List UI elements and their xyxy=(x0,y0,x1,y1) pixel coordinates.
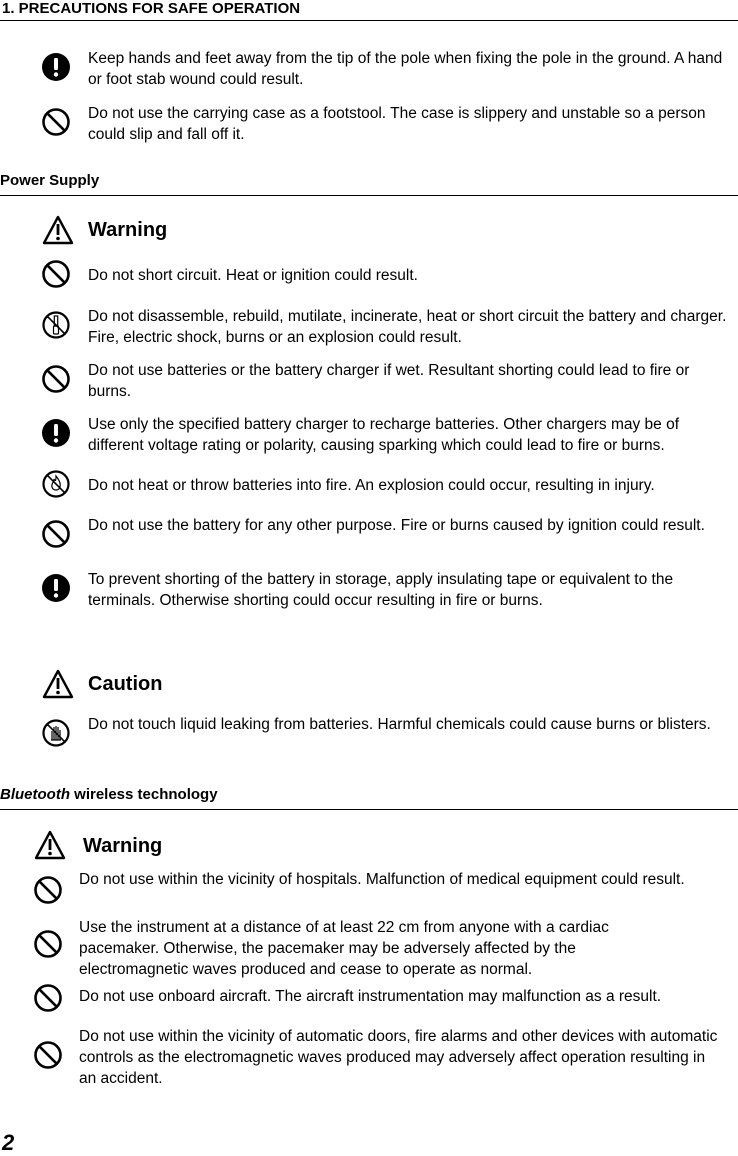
prohibition-icon xyxy=(41,107,71,137)
caution-triangle-icon xyxy=(42,669,74,699)
exclamation-icon xyxy=(41,573,71,603)
bluetooth-warning-item-4-text: Do not use within the vicinity of automatic doors, fire alarms and other devices with automatic controls as the electromagnetic waves produced may adversely affect operation resulting in an accident. xyxy=(79,1028,718,1087)
bluetooth-rule xyxy=(0,809,738,810)
warning-triangle-icon xyxy=(42,215,74,245)
exclamation-icon xyxy=(41,418,71,448)
power-warning-item-7-text: To prevent shorting of the battery in storage, apply insulating tape or equivalent to the terminals. Otherwise shorting could occur resulting in fire or burns. xyxy=(88,571,674,609)
intro-item-1-text: Keep hands and feet away from the tip of the pole when fixing the pole in the ground. A hand or foot stab wound could result. xyxy=(88,50,723,88)
warning-triangle-icon xyxy=(34,830,66,860)
bluetooth-title-rest: wireless technology xyxy=(69,786,218,803)
prohibition-icon xyxy=(41,519,71,549)
prohibition-icon xyxy=(33,875,63,905)
bluetooth-title-italic: Bluetooth xyxy=(0,786,70,803)
caution-heading: Caution xyxy=(88,673,163,695)
bluetooth-warning-item-2-text: Use the instrument at a distance of at least 22 cm from anyone with a cardiac pacemaker. Otherwise, the pacemaker may be adversely affected by the electromagnetic waves produced and cease to operate as normal. xyxy=(79,919,609,978)
bluetooth-warning-item-1-text: Do not use within the vicinity of hospitals. Malfunction of medical equipment could result. xyxy=(79,871,685,888)
prohibition-icon xyxy=(41,364,71,394)
no-touch-icon xyxy=(41,718,71,748)
prohibition-icon xyxy=(33,929,63,959)
power-warning-item-4-text: Use only the specified battery charger to recharge batteries. Other chargers may be of different voltage rating or polarity, causing sparking which could lead to fire or burns. xyxy=(88,416,680,454)
power-warning-item-6-text: Do not use the battery for any other purpose. Fire or burns caused by ignition could result. xyxy=(88,517,705,534)
bluetooth-title xyxy=(0,786,218,803)
power-warning-item-3-text: Do not use batteries or the battery charger if wet. Resultant shorting could lead to fire or burns. xyxy=(88,362,690,400)
title-rule xyxy=(0,20,738,21)
power-warning-item-5-text: Do not heat or throw batteries into fire. An explosion could occur, resulting in injury. xyxy=(88,477,655,494)
no-fire-icon xyxy=(41,469,71,499)
no-disassembly-icon xyxy=(41,310,71,340)
caution-item-1-text: Do not touch liquid leaking from batteries. Harmful chemicals could cause burns or blisters. xyxy=(88,716,711,733)
power-supply-title: Power Supply xyxy=(0,172,100,189)
prohibition-icon xyxy=(33,1040,63,1070)
prohibition-icon xyxy=(41,259,71,289)
bluetooth-warning-item-3-text: Do not use onboard aircraft. The aircraft instrumentation may malfunction as a result. xyxy=(79,988,662,1005)
power-warning-item-2-text: Do not disassemble, rebuild, mutilate, incinerate, heat or short circuit the battery and charger. Fire, electric shock, burns or an explosion could result. xyxy=(88,308,727,346)
exclamation-icon xyxy=(41,52,71,82)
prohibition-icon xyxy=(33,983,63,1013)
power-supply-rule xyxy=(0,195,738,196)
power-warning-heading: Warning xyxy=(88,219,168,241)
intro-item-2-text: Do not use the carrying case as a footstool. The case is slippery and unstable so a person could slip and fall off it. xyxy=(88,105,706,143)
page-title: 1. PRECAUTIONS FOR SAFE OPERATION xyxy=(2,0,301,17)
bluetooth-warning-heading: Warning xyxy=(83,835,163,857)
power-warning-item-1-text: Do not short circuit. Heat or ignition could result. xyxy=(88,267,418,284)
page-number: 2 xyxy=(2,1130,15,1155)
